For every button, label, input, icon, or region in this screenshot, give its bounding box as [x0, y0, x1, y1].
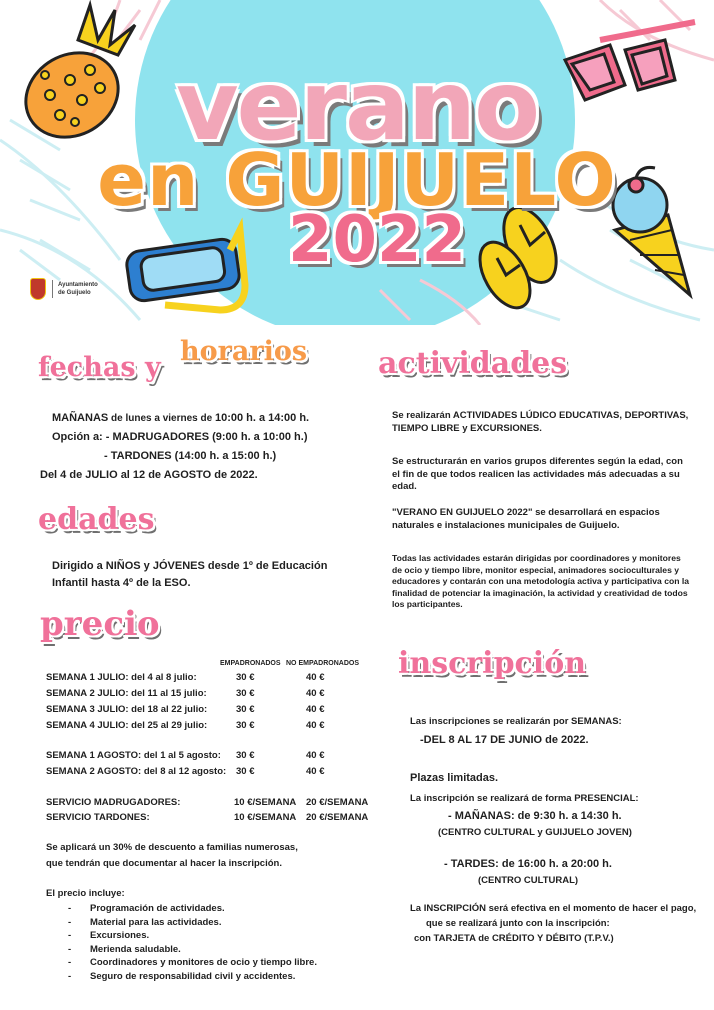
- discount-line-2: que tendrán que documentar al hacer la inscripción.: [46, 858, 282, 869]
- price-no-empadronados: 40 €: [306, 720, 325, 731]
- includes-item: - Seguro de responsabilidad civil y accidentes.: [68, 970, 296, 982]
- price-row: [46, 750, 376, 763]
- activities-para-2: Se estructurarán en varios grupos diferentes según la edad, con el fin de que todos realicen las actividades más adecuadas a su edad.: [392, 456, 683, 492]
- price-row: [46, 704, 376, 717]
- activities-para-3: "VERANO EN GUIJUELO 2022" se desarrollará en espacios naturales e instalaciones municipales de Guijuelo.: [392, 507, 660, 531]
- includes-item-label: Programación de actividades.: [90, 903, 225, 914]
- mornings-label: MAÑANAS: [52, 412, 109, 424]
- price-row: [46, 766, 376, 779]
- price-col-no-empadronados: NO EMPADRONADOS: [286, 660, 359, 667]
- heading-fechas: fechas y: [38, 352, 161, 383]
- discount-line-1: Se aplicará un 30% de descuento a familias numerosas,: [46, 842, 298, 853]
- heading-edades: edades: [38, 502, 155, 537]
- signup-line-1: Las inscripciones se realizarán por SEMANAS:: [410, 716, 622, 727]
- price-no-empadronados: 20 €/SEMANA: [306, 797, 369, 808]
- price-no-empadronados: 40 €: [306, 688, 325, 699]
- signup-mornings-place: (CENTRO CULTURAL y GUIJUELO JOVEN): [438, 827, 632, 838]
- price-row-label: SEMANA 2 JULIO: del 11 al 15 julio:: [46, 688, 207, 699]
- title-en-guijuelo: en GUIJUELO: [97, 138, 617, 222]
- price-row-label: SEMANA 2 AGOSTO: del 8 al 12 agosto:: [46, 766, 227, 777]
- price-empadronados: 30 €: [236, 766, 255, 777]
- price-no-empadronados: 40 €: [306, 672, 325, 683]
- price-col-empadronados: EMPADRONADOS: [220, 660, 281, 667]
- includes-item: - Excursiones.: [68, 930, 150, 941]
- price-row-label: SERVICIO MADRUGADORES:: [46, 797, 181, 808]
- coat-of-arms-icon: [30, 278, 46, 300]
- signup-payment-1: La INSCRIPCIÓN será efectiva en el momento de hacer el pago,: [410, 903, 697, 914]
- price-row: [46, 688, 376, 701]
- includes-list: [68, 903, 317, 984]
- price-row-label: SEMANA 3 JULIO: del 18 al 22 julio:: [46, 704, 208, 715]
- hero-banner: [0, 0, 714, 325]
- price-row: [46, 672, 376, 685]
- mornings-hours: 10:00 h. a 14:00 h.: [214, 412, 310, 424]
- price-no-empadronados: 20 €/SEMANA: [306, 812, 369, 823]
- logo-name: Ayuntamiento: [58, 282, 98, 288]
- title-year: 2022: [287, 203, 467, 277]
- includes-title: El precio incluye:: [46, 888, 125, 899]
- price-no-empadronados: 40 €: [306, 704, 325, 715]
- schedule-option-a: Opción a: - MADRUGADORES (9:00 h. a 10:00 h.): [52, 431, 308, 443]
- schedule-tardones: - TARDONES (14:00 h. a 15:00 h.): [104, 450, 277, 462]
- title-verano: verano: [175, 50, 539, 162]
- price-empadronados: 30 €: [236, 672, 255, 683]
- mornings-days: de lunes a viernes de: [108, 413, 215, 424]
- heading-precio: precio: [40, 604, 160, 644]
- price-row: [46, 812, 376, 825]
- price-no-empadronados: 40 €: [306, 750, 325, 761]
- includes-item: - Programación de actividades.: [68, 903, 225, 914]
- price-row: [46, 797, 376, 810]
- signup-afternoons: - TARDES: de 16:00 h. a 20:00 h.: [444, 858, 612, 870]
- price-row-label: SEMANA 1 JULIO: del 4 al 8 julio:: [46, 672, 197, 683]
- signup-payment-2: que se realizará junto con la inscripción:: [426, 918, 610, 929]
- price-empadronados: 30 €: [236, 704, 255, 715]
- includes-item-label: Material para las actividades.: [90, 916, 222, 928]
- logo-town: de Guijuelo: [58, 290, 91, 296]
- signup-mornings: - MAÑANAS: de 9:30 h. a 14:30 h.: [448, 810, 622, 822]
- ages-line-2: Infantil hasta 4º de la ESO.: [52, 577, 191, 589]
- includes-item: - Material para las actividades.: [68, 916, 222, 928]
- signup-afternoons-place: (CENTRO CULTURAL): [478, 875, 579, 886]
- price-empadronados: 30 €: [236, 750, 255, 761]
- schedule-mornings: [52, 412, 309, 424]
- includes-item: - Merienda saludable.: [68, 943, 181, 955]
- price-empadronados: 30 €: [236, 720, 255, 731]
- heading-inscripcion: inscripción: [398, 646, 587, 681]
- heading-horarios: horarios: [180, 336, 308, 367]
- town-hall-logo: [30, 278, 100, 304]
- schedule-dates: Del 4 de JULIO al 12 de AGOSTO de 2022.: [40, 469, 258, 481]
- includes-item-label: Excursiones.: [90, 930, 150, 941]
- price-row-label: SEMANA 1 AGOSTO: del 1 al 5 agosto:: [46, 750, 221, 761]
- includes-item: - Coordinadores y monitores de ocio y tiempo libre.: [68, 957, 317, 968]
- price-empadronados: 10 €/SEMANA: [234, 812, 297, 823]
- price-empadronados: 30 €: [236, 688, 255, 699]
- includes-item-label: Merienda saludable.: [90, 943, 181, 955]
- signup-presencial: La inscripción se realizará de forma PRESENCIAL:: [410, 793, 639, 804]
- price-row: [46, 720, 376, 733]
- includes-item-label: Seguro de responsabilidad civil y accidentes.: [90, 970, 296, 982]
- price-no-empadronados: 40 €: [306, 766, 325, 777]
- price-row-label: SEMANA 4 JULIO: del 25 al 29 julio:: [46, 720, 208, 731]
- activities-para-4: Todas las actividades estarán dirigidas por coordinadores y monitores de ocio y tiempo libre, monitor especial, animadores socioculturales y educadores y contarán con una metodología activa y participativa con la finalidad de potenciar la imaginación, la actividad y creatividad de todos los participantes.: [392, 553, 690, 609]
- signup-payment-3: con TARJETA de CRÉDITO Y DÉBITO (T.P.V.): [414, 933, 614, 944]
- includes-item-label: Coordinadores y monitores de ocio y tiempo libre.: [90, 957, 317, 968]
- heading-actividades: actividades: [378, 346, 568, 381]
- ages-line-1: Dirigido a NIÑOS y JÓVENES desde 1º de Educación: [52, 560, 328, 572]
- price-empadronados: 10 €/SEMANA: [234, 797, 297, 808]
- signup-limited: Plazas limitadas.: [410, 772, 499, 784]
- price-row-label: SERVICIO TARDONES:: [46, 812, 150, 823]
- signup-dates: -DEL 8 AL 17 DE JUNIO de 2022.: [420, 734, 589, 746]
- activities-para-1: Se realizarán ACTIVIDADES LÚDICO EDUCATIVAS, DEPORTIVAS, TIEMPO LIBRE y EXCURSIONES.: [392, 410, 689, 434]
